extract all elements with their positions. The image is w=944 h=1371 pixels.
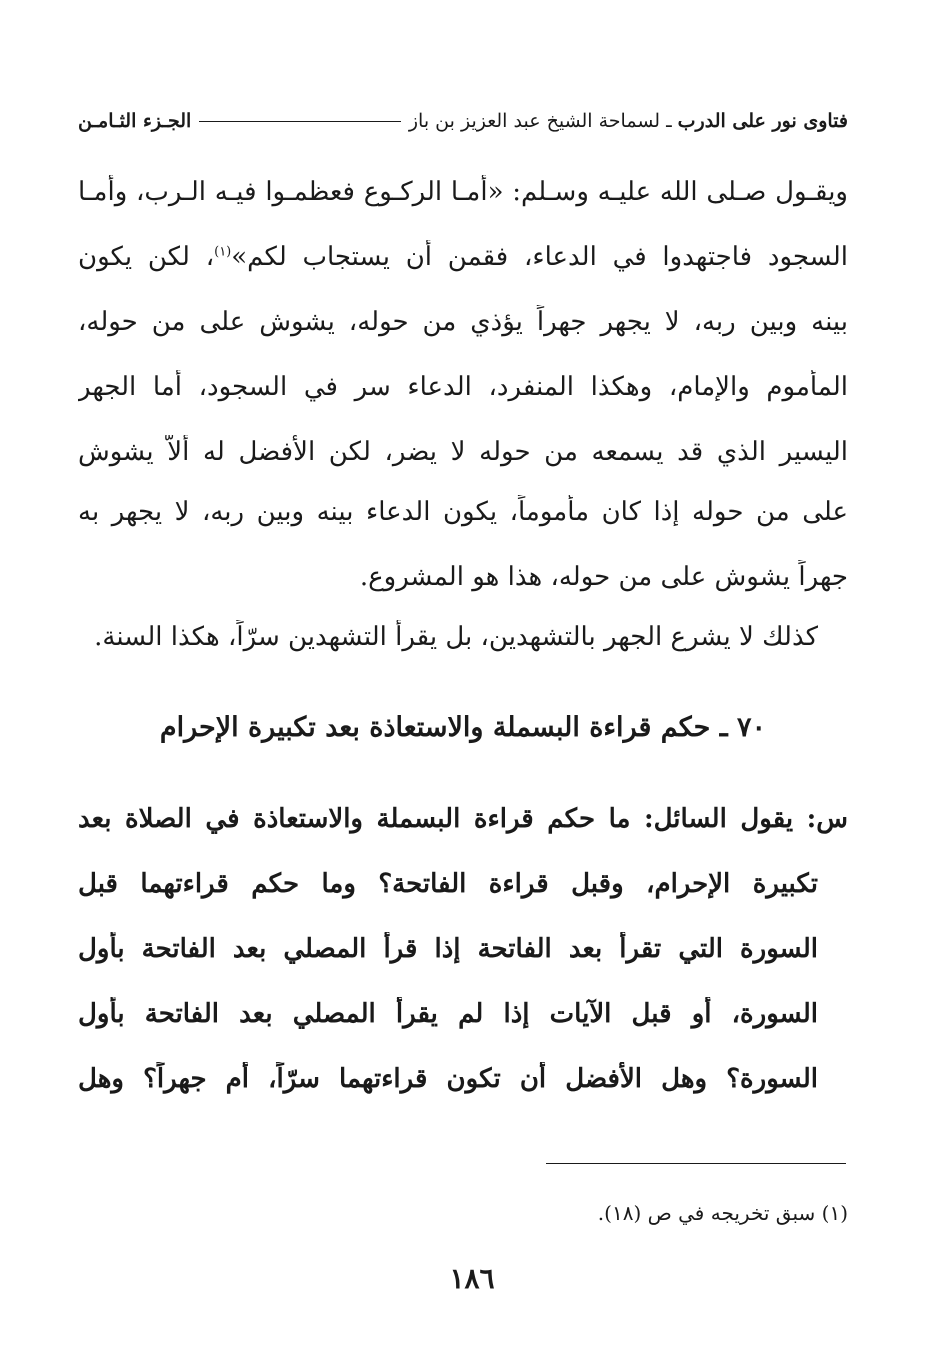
paragraph1-line-2-text: السجود فاجتهدوا في الدعاء، فقمن أن يستجاب لكم» — [231, 242, 848, 272]
author-name: لسماحة الشيخ عبد العزيز بن باز — [408, 110, 661, 132]
header-dash: ـ — [666, 110, 672, 132]
paragraph1-line-1: ويقـول صـلى الله عليـه وسـلم: «أمـا الركـوع فعظمـوا فيـه الـرب، وأمـا — [78, 177, 848, 207]
book-title: فتاوى نور على الدرب — [677, 110, 848, 132]
paragraph1-line-6: على من حوله إذا كان مأموماً، يكون الدعاء بينه وبين ربه، لا يجهر به — [78, 497, 848, 527]
paragraph1-line-2 — [78, 240, 848, 274]
question-line-1: س: يقول السائل: ما حكم قراءة البسملة والاستعاذة في الصلاة بعد — [78, 804, 848, 834]
paragraph1-line-3: بينه وبين ربه، لا يجهر جهراً يؤذي من حوله، يشوش على من حوله، — [78, 307, 848, 337]
paragraph1-line-5: اليسير الذي قد يسمعه من حوله لا يضر، لكن الأفضل له ألاّ يشوش — [78, 437, 848, 467]
volume-part: الجـزء الثـامـن — [78, 110, 192, 132]
running-header — [78, 104, 848, 138]
footnote-reference: (١) — [214, 244, 232, 260]
question-line-5: السورة؟ وهل الأفضل أن تكون قراءتهما سرّاً، أم جهراً؟ وهل — [78, 1064, 818, 1094]
paragraph2: كذلك لا يشرع الجهر بالتشهدين، بل يقرأ التشهدين سرّاً، هكذا السنة. — [94, 622, 818, 652]
paragraph1-line-2-tail: ، لكن يكون — [78, 242, 215, 272]
footnote-rule — [546, 1163, 846, 1164]
question-line-4: السورة، أو قبل الآيات إذا لم يقرأ المصلي بعد الفاتحة بأول — [78, 999, 818, 1029]
section-title: ٧٠ ـ حكم قراءة البسملة والاستعاذة بعد تكبيرة الإحرام — [159, 712, 767, 743]
paragraph1-line-4: المأموم والإمام، وهكذا المنفرد، الدعاء سر في السجود، أما الجهر — [78, 372, 848, 402]
question-line-3: السورة التي تقرأ بعد الفاتحة إذا قرأ المصلي بعد الفاتحة بأول — [78, 934, 818, 964]
footnote: (١) سبق تخريجه في ص (١٨). — [597, 1201, 848, 1225]
paragraph1-line-7: جهراً يشوش على من حوله، هذا هو المشروع. — [359, 562, 848, 592]
page-number: ١٨٦ — [449, 1262, 495, 1295]
header-rule — [199, 121, 401, 122]
question-line-2: تكبيرة الإحرام، وقبل قراءة الفاتحة؟ وما حكم قراءتهما قبل — [78, 869, 818, 899]
